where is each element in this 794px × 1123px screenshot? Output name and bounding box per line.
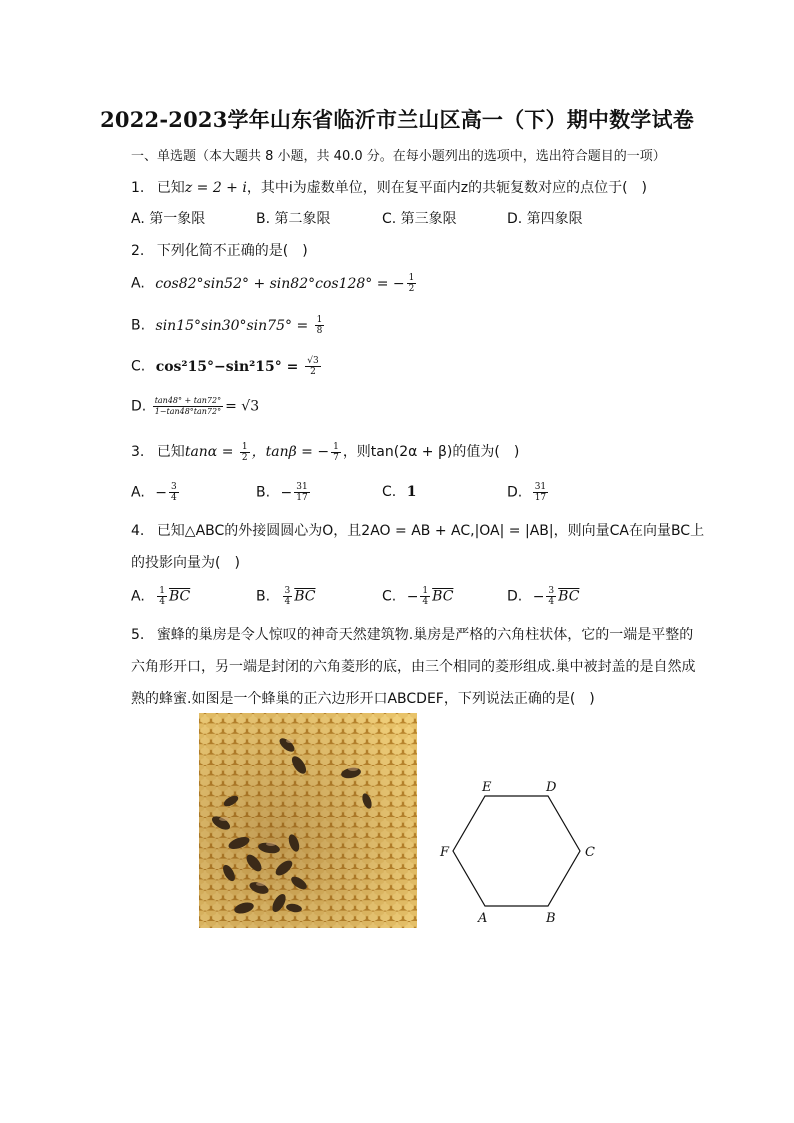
numerator: 1 [241, 441, 248, 452]
question-text: 已知 [156, 444, 185, 460]
vertex-label-b: B [546, 911, 556, 926]
vertex-label-e: E [482, 780, 492, 795]
question-5-line-3: 熟的蜂蜜.如图是一个蜂巢的正六边形开口ABCDEF，下列说法正确的是( ) [131, 691, 595, 707]
option-label: A. [131, 588, 145, 605]
vertex-label-c: C [585, 845, 595, 860]
question-number: 4. [131, 523, 145, 539]
option-label: D. [131, 398, 147, 415]
fraction [240, 442, 250, 463]
fraction [283, 586, 293, 607]
q1-option-b[interactable]: B. 第二象限 [256, 211, 331, 227]
vector: $\overline{BC}$ [432, 588, 454, 605]
question-number: 1. [131, 180, 145, 196]
q3-option-d[interactable] [507, 482, 550, 503]
numerator: 1 [333, 441, 339, 452]
math-expression: ，tanβ = − [251, 444, 330, 460]
fraction [533, 482, 548, 503]
option-label: C. [382, 484, 397, 500]
option-label: B. [131, 317, 146, 334]
fraction [305, 356, 320, 377]
question-text: ，其中i为虚数单位，则在复平面内z的共轭复数对应的点位于( ) [246, 180, 648, 196]
denominator: 17 [296, 493, 308, 503]
denominator: 2 [408, 284, 415, 294]
denominator: 2 [241, 452, 248, 463]
option-label: B. [256, 484, 271, 501]
sign: − [155, 484, 167, 501]
denominator: 2 [310, 367, 316, 377]
q1-option-a[interactable]: A. 第一象限 [131, 211, 206, 227]
math-expression: sin15°sin30°sin75° = [155, 317, 313, 334]
fraction [407, 273, 417, 294]
option-label: A. [131, 275, 145, 292]
option-label: A. [131, 484, 145, 501]
question-text: ，则tan(2α + β)的值为( ) [342, 444, 520, 460]
question-2 [131, 240, 308, 260]
sign: − [406, 588, 419, 605]
fraction [169, 482, 179, 503]
q4-option-c[interactable] [382, 586, 453, 607]
honeycomb-photo [199, 713, 417, 928]
question-3 [131, 441, 519, 463]
fraction [420, 586, 430, 607]
math-expression: z = 2 + i [184, 180, 247, 196]
question-text: 蜜蜂的巢房是令人惊叹的神奇天然建筑物.巢房是严格的六角柱状体，它的一端是平整的 [156, 627, 694, 643]
denominator: 1−tan48°tan72° [154, 407, 222, 416]
fraction [315, 315, 325, 336]
numerator: 31 [534, 482, 547, 492]
page-title: 2022-2023学年山东省临沂市兰山区高一（下）期中数学试卷 [100, 107, 694, 132]
denominator: 4 [170, 493, 177, 503]
q1-option-c[interactable]: C. 第三象限 [382, 211, 457, 227]
option-label: B. [256, 588, 271, 605]
q2-option-a[interactable] [131, 273, 418, 294]
vertex-label-a: A [478, 911, 488, 926]
question-1 [131, 177, 647, 197]
vertex-label-f: F [440, 845, 450, 860]
question-number: 3. [131, 444, 145, 460]
option-label: C. [382, 588, 397, 605]
question-text: 下列化简不正确的是( ) [156, 243, 308, 259]
math-expression: tanα = [184, 444, 238, 460]
math-expression: = √3 [225, 398, 260, 415]
fraction [157, 586, 167, 607]
option-label: C. [131, 358, 146, 375]
q3-option-b[interactable] [256, 482, 312, 503]
question-text: 已知 [156, 180, 185, 196]
section-heading: 一、单选题（本大题共 8 小题，共 40.0 分。在每小题列出的选项中，选出符合题目的一项） [131, 149, 666, 164]
question-5-line-2: 六角形开口，另一端是封闭的六角菱形的底，由三个相同的菱形组成.巢中被封盖的是自然成 [131, 659, 696, 675]
option-label: D. [507, 484, 523, 501]
question-4 [131, 520, 704, 540]
math-expression: cos²15°−sin²15° = [155, 358, 304, 375]
q4-option-a[interactable] [131, 586, 190, 607]
option-label: D. [507, 588, 523, 605]
denominator: 4 [548, 597, 555, 607]
q2-option-d[interactable] [131, 396, 259, 417]
question-number: 2. [131, 243, 145, 259]
denominator: 4 [284, 597, 291, 607]
denominator: 17 [534, 493, 547, 503]
sign: − [532, 588, 545, 605]
denominator: 8 [316, 326, 323, 336]
numerator: tan48° + tan72° [154, 396, 222, 405]
numerator: 1 [316, 315, 323, 325]
numerator: 3 [170, 482, 177, 492]
question-text: 已知△ABC的外接圆圆心为O，且2AO = AB + AC,|OA| = |AB|，则向量CA在向量BC上 [156, 523, 705, 539]
numerator: √3 [307, 356, 319, 366]
q4-option-d[interactable] [507, 586, 579, 607]
numerator: 31 [296, 482, 308, 492]
vector: $\overline{BC}$ [558, 588, 580, 605]
math-expression: cos82°sin52° + sin82°cos128° = − [155, 275, 405, 292]
vector: $\overline{BC}$ [294, 588, 316, 605]
denominator: 4 [159, 597, 165, 607]
numerator: 1 [159, 586, 165, 596]
vector: $\overline{BC}$ [168, 588, 191, 605]
fraction [294, 482, 309, 503]
denominator: 7 [333, 452, 339, 463]
question-5 [131, 624, 693, 644]
numerator: 1 [422, 586, 429, 596]
numerator: 1 [408, 273, 415, 283]
option-value: 1 [406, 484, 417, 500]
question-number: 5. [131, 627, 145, 643]
hexagon-diagram [435, 770, 605, 930]
fraction [331, 442, 341, 463]
vertex-label-d: D [546, 780, 557, 795]
numerator: 3 [548, 586, 555, 596]
q3-option-c[interactable] [382, 484, 416, 500]
q2-option-c[interactable] [131, 356, 323, 377]
fraction [546, 586, 556, 607]
q1-option-d[interactable]: D. 第四象限 [507, 211, 583, 227]
fraction [153, 396, 223, 417]
hexagon-abcdef [453, 796, 580, 906]
question-4-continued: 的投影向量为( ) [131, 555, 240, 571]
q2-option-b[interactable] [131, 315, 326, 336]
sign: − [280, 484, 293, 501]
q3-option-a[interactable] [131, 482, 181, 503]
numerator: 3 [284, 586, 291, 596]
denominator: 4 [422, 597, 429, 607]
q4-option-b[interactable] [256, 586, 316, 607]
